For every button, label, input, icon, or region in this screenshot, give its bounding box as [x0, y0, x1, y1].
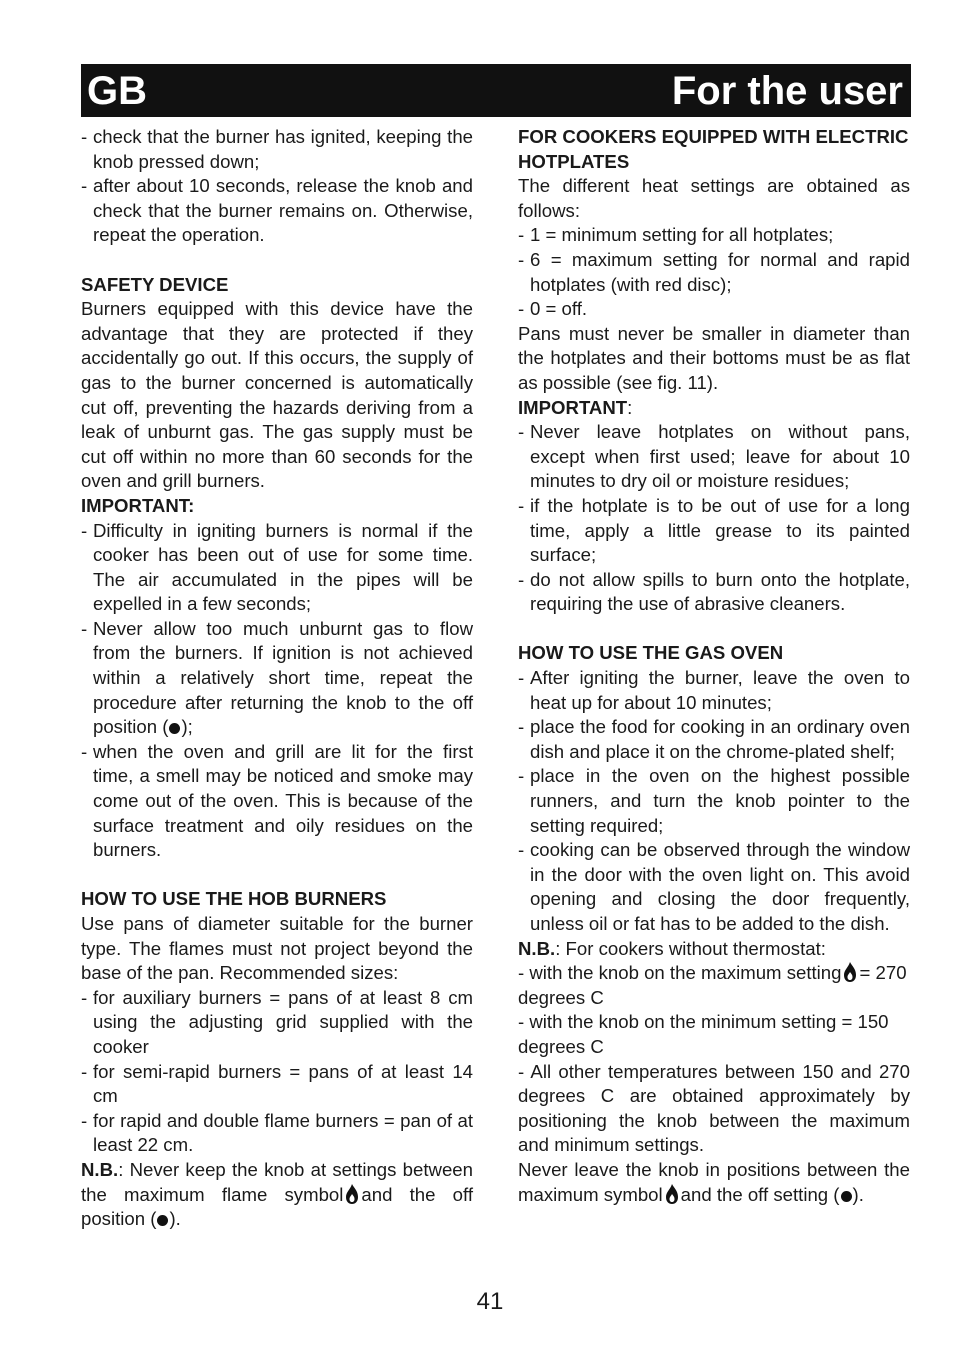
list-item: - Difficulty in igniting burners is normal if the cooker has been out of use for some time. The air accumulated in the pipes will be expelled in a few seconds; — [81, 519, 473, 617]
safety-heading: SAFETY DEVICE — [81, 273, 229, 295]
list-item: - after about 10 seconds, release the knob and check that the burner remains on. Otherwise, repeat the operation. — [81, 174, 473, 248]
list-item: - for rapid and double flame burners = pan of at least 22 cm. — [81, 1109, 473, 1158]
never-leave-note: Never leave the knob in positions between the maximum symbol and the off setting ( ). — [518, 1158, 910, 1205]
left-column — [81, 125, 473, 1232]
off-position-icon — [157, 1215, 168, 1226]
list-item: - for semi-rapid burners = pans of at least 14 cm — [81, 1060, 473, 1109]
min-setting-line: - with the knob on the minimum setting = 150 degrees C — [518, 1011, 889, 1057]
off-position-icon — [841, 1191, 852, 1202]
list-item: - when the oven and grill are lit for the first time, a smell may be noticed and smoke may come out of the oven. This is because of the surface treatment and oily residues on the burners. — [81, 740, 473, 863]
list-item: - place the food for cooking in an ordinary oven dish and place it on the chrome-plated shelf; — [518, 715, 910, 764]
list-item: - Never allow too much unburnt gas to flow from the burners. If ignition is not achieved within a relatively short time, repeat the procedure after returning the knob to the off position ( ); — [81, 617, 473, 740]
other-temps-line: - All other temperatures between 150 and 270 degrees C are obtained approximately by positioning the knob between the maximum and minimum settings. — [518, 1060, 910, 1156]
list-item: - 0 = off. — [518, 297, 910, 322]
elec-text: The different heat settings are obtained as follows: — [518, 175, 910, 221]
intro-list — [81, 125, 473, 248]
max-setting-line: - with the knob on the maximum setting = 270 degrees C — [518, 962, 907, 1008]
list-item: - cooking can be observed through the window in the door with the oven light on. This avoid opening and closing the door frequently, unless oil or fat has to be added to the dish. — [518, 838, 910, 936]
list-item: - if the hotplate is to be out of use for a long time, apply a little grease to its painted surface; — [518, 494, 910, 568]
hob-list — [81, 986, 473, 1158]
page-title: For the user — [671, 68, 903, 113]
oven-heading: HOW TO USE THE GAS OVEN — [518, 642, 784, 664]
list-item: - place in the oven on the highest possible runners, and turn the knob pointer to the setting required; — [518, 764, 910, 838]
list-item: - Never leave hotplates on without pans, except when first used; leave for about 10 minutes to dry oil or moisture residues; — [518, 420, 910, 494]
max-flame-icon — [345, 1183, 359, 1205]
hob-heading: HOW TO USE THE HOB BURNERS — [81, 888, 387, 910]
list-item: - After igniting the burner, leave the oven to heat up for about 10 minutes; — [518, 666, 910, 715]
hob-text: Use pans of diameter suitable for the burner type. The flames must not project beyond the base of the pan. Recommended sizes: — [81, 913, 473, 984]
max-flame-icon — [843, 961, 857, 983]
max-flame-icon — [665, 1183, 679, 1205]
off-position-icon — [169, 723, 180, 734]
list-item: - 1 = minimum setting for all hotplates; — [518, 223, 910, 248]
list-item: - do not allow spills to burn onto the hotplate, requiring the use of abrasive cleaners. — [518, 568, 910, 617]
nb-note: N.B.: For cookers without thermostat: — [518, 937, 826, 959]
elec-heading: FOR COOKERS EQUIPPED WITH ELECTRIC HOTPLATES — [518, 126, 909, 172]
list-item: - 6 = maximum setting for normal and rapid hotplates (with red disc); — [518, 248, 910, 297]
nb-note: N.B.: Never keep the knob at settings between the maximum flame symbol and the off position ( ). — [81, 1158, 473, 1230]
page-number: 41 — [476, 1288, 504, 1315]
important-list — [81, 519, 473, 863]
page-header — [81, 64, 911, 117]
language-code: GB — [87, 68, 147, 113]
list-item: - check that the burner has ignited, keeping the knob pressed down; — [81, 125, 473, 174]
important-heading: IMPORTANT: — [81, 494, 195, 516]
right-column — [518, 125, 910, 1207]
important-label-line: IMPORTANT: — [518, 396, 633, 418]
elec-list — [518, 223, 910, 321]
list-item: - for auxiliary burners = pans of at least 8 cm using the adjusting grid supplied with the cooker — [81, 986, 473, 1060]
important-list — [518, 420, 910, 617]
pans-text: Pans must never be smaller in diameter than the hotplates and their bottoms must be as flat as possible (see fig. 11). — [518, 322, 910, 393]
safety-text: Burners equipped with this device have the advantage that they are protected if they accidentally go out. If this occurs, the supply of gas to the burner concerned is automatically cut off, preventing the hazards deriving from a leak of unburnt gas. The gas supply must be cut off within no more than 60 seconds for the oven and grill burners. — [81, 298, 473, 492]
oven-list — [518, 666, 910, 937]
